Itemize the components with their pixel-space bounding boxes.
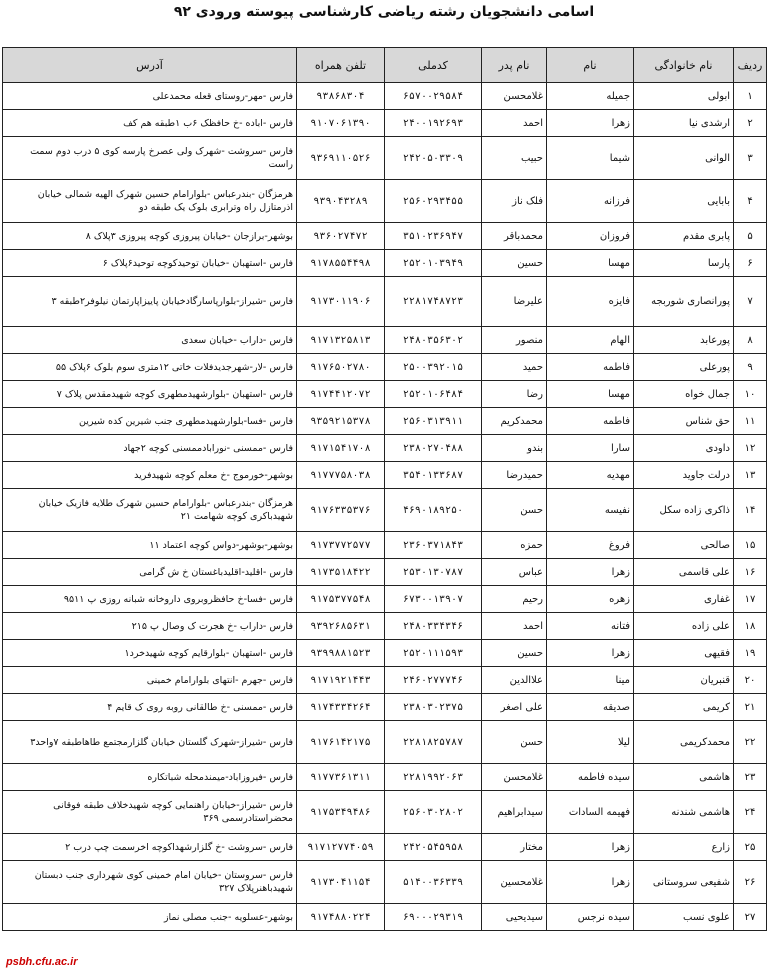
cell-national-code: ۲۲۸۱۸۲۵۷۸۷: [385, 721, 482, 764]
cell-family: ذاکری زاده سکل: [634, 489, 734, 532]
table-row: [3, 277, 767, 327]
cell-address: فارس -ممسنی -نورابادممسنی کوچه ۲جهاد: [3, 435, 297, 462]
cell-father: حمیدرضا: [482, 462, 547, 489]
header-national-code: کدملی: [385, 48, 482, 83]
cell-father: حسین: [482, 250, 547, 277]
cell-radif: ۷: [734, 277, 767, 327]
cell-radif: ۱۹: [734, 640, 767, 667]
cell-address: فارس -استهبان -بلوارقایم کوچه شهیدخرد۱: [3, 640, 297, 667]
cell-national-code: ۳۵۱۰۲۳۶۹۴۷: [385, 223, 482, 250]
cell-address: بوشهر-عسلویه -جنب مصلی نماز: [3, 904, 297, 931]
cell-national-code: ۳۵۴۰۱۳۳۶۸۷: [385, 462, 482, 489]
table-row: [3, 613, 767, 640]
table-header-row: [3, 48, 767, 83]
cell-radif: ۵: [734, 223, 767, 250]
cell-radif: ۱۳: [734, 462, 767, 489]
table-row: [3, 327, 767, 354]
cell-radif: ۲۴: [734, 791, 767, 834]
cell-family: زارع: [634, 834, 734, 861]
cell-national-code: ۶۹۰۰۰۲۹۳۱۹: [385, 904, 482, 931]
cell-father: علی اصغر: [482, 694, 547, 721]
table-row: [3, 250, 767, 277]
cell-father: عباس: [482, 559, 547, 586]
cell-mobile: ۹۱۷۴۸۸۰۲۲۴: [297, 904, 385, 931]
cell-father: حمزه: [482, 532, 547, 559]
header-address: آدرس: [3, 48, 297, 83]
cell-name: فاطمه: [547, 354, 634, 381]
cell-radif: ۱۱: [734, 408, 767, 435]
cell-name: زهرا: [547, 861, 634, 904]
table-row: [3, 137, 767, 180]
cell-father: سیدابراهیم: [482, 791, 547, 834]
cell-name: زهرا: [547, 110, 634, 137]
cell-family: علی زاده: [634, 613, 734, 640]
cell-address: فارس -سروشت -خ گلزارشهداکوچه اخرسمت چپ درب ۲: [3, 834, 297, 861]
table-row: [3, 489, 767, 532]
cell-mobile: ۹۱۷۴۳۳۴۲۶۴: [297, 694, 385, 721]
cell-name: زهرا: [547, 640, 634, 667]
cell-national-code: ۲۳۸۰۲۷۰۴۸۸: [385, 435, 482, 462]
table-row: [3, 435, 767, 462]
cell-father: منصور: [482, 327, 547, 354]
cell-national-code: ۲۲۸۱۷۴۸۷۲۳: [385, 277, 482, 327]
cell-radif: ۱۲: [734, 435, 767, 462]
cell-mobile: ۹۱۰۷۰۶۱۳۹۰: [297, 110, 385, 137]
cell-family: پارسا: [634, 250, 734, 277]
cell-family: علوی نسب: [634, 904, 734, 931]
cell-national-code: ۲۵۶۰۲۹۳۴۵۵: [385, 180, 482, 223]
cell-national-code: ۲۴۲۰۵۴۵۹۵۸: [385, 834, 482, 861]
cell-address: فارس -شیراز-خیابان راهنمایی کوچه شهیدخلاف طبقه فوقانی محضراستادرسمی ۳۶۹: [3, 791, 297, 834]
table-row: [3, 721, 767, 764]
cell-family: هاشمی: [634, 764, 734, 791]
cell-father: غلامحسن: [482, 764, 547, 791]
cell-mobile: ۹۱۷۷۳۶۱۳۱۱: [297, 764, 385, 791]
cell-radif: ۱۵: [734, 532, 767, 559]
cell-national-code: ۲۵۲۰۱۱۱۵۹۳: [385, 640, 482, 667]
cell-name: فروغ: [547, 532, 634, 559]
cell-address: فارس -استهبان -بلوارشهیدمطهری کوچه شهیدمقدس پلاک ۷: [3, 381, 297, 408]
cell-radif: ۲۵: [734, 834, 767, 861]
cell-father: حبیب: [482, 137, 547, 180]
cell-name: فاطمه: [547, 408, 634, 435]
cell-name: فرزانه: [547, 180, 634, 223]
cell-name: سارا: [547, 435, 634, 462]
table-body: [3, 83, 767, 931]
cell-mobile: ۹۳۶۰۲۷۴۷۲: [297, 223, 385, 250]
cell-mobile: ۹۱۷۵۳۷۷۵۴۸: [297, 586, 385, 613]
cell-national-code: ۲۴۰۰۱۹۲۶۹۳: [385, 110, 482, 137]
cell-national-code: ۲۴۶۰۲۷۷۷۴۶: [385, 667, 482, 694]
cell-national-code: ۲۴۸۰۳۵۶۳۰۲: [385, 327, 482, 354]
cell-family: کریمی: [634, 694, 734, 721]
cell-father: حمید: [482, 354, 547, 381]
cell-family: پورانصاری شوربجه: [634, 277, 734, 327]
cell-father: حسن: [482, 489, 547, 532]
table-row: [3, 764, 767, 791]
cell-address: بوشهر-برازجان -خیابان پیروزی کوچه پیروزی ۳پلاک ۸: [3, 223, 297, 250]
table-row: [3, 791, 767, 834]
cell-national-code: ۲۵۶۰۳۱۳۹۱۱: [385, 408, 482, 435]
cell-name: سیده نرجس: [547, 904, 634, 931]
cell-family: پورعابد: [634, 327, 734, 354]
cell-father: مختار: [482, 834, 547, 861]
header-mobile: تلفن همراه: [297, 48, 385, 83]
cell-address: فارس -استهبان -خیابان توحیدکوچه توحید۶پلاک ۶: [3, 250, 297, 277]
cell-father: فلک ناز: [482, 180, 547, 223]
cell-radif: ۲۲: [734, 721, 767, 764]
cell-national-code: ۲۵۶۰۳۰۲۸۰۲: [385, 791, 482, 834]
cell-address: فارس -جهرم -انتهای بلوارامام خمینی: [3, 667, 297, 694]
cell-radif: ۴: [734, 180, 767, 223]
table-row: [3, 408, 767, 435]
cell-mobile: ۹۱۷۱۳۲۵۸۱۳: [297, 327, 385, 354]
cell-mobile: ۹۱۷۳۰۱۱۹۰۶: [297, 277, 385, 327]
page-title: اسامی دانشجویان رشته ریاضی کارشناسی پیوسته ورودی ۹۲: [173, 4, 595, 20]
cell-name: زهره: [547, 586, 634, 613]
cell-father: غلامحسن: [482, 83, 547, 110]
cell-national-code: ۲۵۲۰۱۰۶۴۸۴: [385, 381, 482, 408]
cell-radif: ۱۶: [734, 559, 767, 586]
cell-name: مینا: [547, 667, 634, 694]
cell-radif: ۶: [734, 250, 767, 277]
cell-name: زهرا: [547, 559, 634, 586]
table-row: [3, 110, 767, 137]
cell-radif: ۹: [734, 354, 767, 381]
cell-mobile: ۹۳۹۰۴۳۲۸۹: [297, 180, 385, 223]
cell-mobile: ۹۳۶۹۱۱۰۵۲۶: [297, 137, 385, 180]
cell-address: فارس -شیراز-بلوارپاسارگادخیابان پاییزاپارتمان نیلوفر۲طبقه ۳: [3, 277, 297, 327]
header-family: نام خانوادگی: [634, 48, 734, 83]
cell-national-code: ۲۵۰۰۳۹۲۰۱۵: [385, 354, 482, 381]
cell-address: فارس -شیراز-شهرک گلستان خیابان گلزارمجتمع طاهاطبقه ۷واحد۳: [3, 721, 297, 764]
table-row: [3, 462, 767, 489]
cell-family: درلت جاوید: [634, 462, 734, 489]
cell-address: بوشهر-خورموج -خ معلم کوچه شهیدفرید: [3, 462, 297, 489]
cell-address: فارس -سروستان -خیابان امام خمینی کوی شهرداری جنب دبستان شهیدباهنرپلاک ۳۲۷: [3, 861, 297, 904]
cell-national-code: ۲۳۶۰۳۷۱۸۴۳: [385, 532, 482, 559]
cell-radif: ۲: [734, 110, 767, 137]
cell-mobile: ۹۱۷۱۹۲۱۴۴۳: [297, 667, 385, 694]
cell-address: فارس -سروشت -شهرک ولی عصرخ پارسه کوی ۵ درب دوم سمت راست: [3, 137, 297, 180]
cell-family: جمال خواه: [634, 381, 734, 408]
cell-mobile: ۹۱۷۱۵۴۱۷۰۸: [297, 435, 385, 462]
cell-radif: ۲۰: [734, 667, 767, 694]
cell-family: ارشدی نیا: [634, 110, 734, 137]
cell-mobile: ۹۱۷۳۷۷۲۵۷۷: [297, 532, 385, 559]
cell-national-code: ۲۴۲۰۵۰۳۳۰۹: [385, 137, 482, 180]
cell-family: پورعلی: [634, 354, 734, 381]
cell-national-code: ۲۲۸۱۹۹۲۰۶۳: [385, 764, 482, 791]
cell-name: صدیقه: [547, 694, 634, 721]
cell-address: هرمزگان -بندرعباس -بلوارامام حسین شهرک الهیه شمالی خیابان اذرمتازل راه وترابری بلوک یک طبقه دو: [3, 180, 297, 223]
cell-address: فارس -لار-شهرجدیدفلات خاتی ۱۲متری سوم بلوک ۶پلاک ۵۵: [3, 354, 297, 381]
cell-family: الوانی: [634, 137, 734, 180]
cell-radif: ۸: [734, 327, 767, 354]
cell-father: رضا: [482, 381, 547, 408]
cell-radif: ۲۶: [734, 861, 767, 904]
table-row: [3, 586, 767, 613]
cell-radif: ۱۰: [734, 381, 767, 408]
cell-name: شیما: [547, 137, 634, 180]
table-row: [3, 640, 767, 667]
cell-family: صالحی: [634, 532, 734, 559]
cell-national-code: ۲۴۸۰۳۳۴۳۴۶: [385, 613, 482, 640]
cell-name: لیلا: [547, 721, 634, 764]
cell-radif: ۲۳: [734, 764, 767, 791]
cell-family: قنبریان: [634, 667, 734, 694]
cell-radif: ۱۷: [734, 586, 767, 613]
cell-mobile: ۹۱۷۳۰۴۱۱۵۴: [297, 861, 385, 904]
cell-family: محمدکریمی: [634, 721, 734, 764]
cell-mobile: ۹۱۷۵۳۴۹۴۸۶: [297, 791, 385, 834]
cell-address: فارس -اقلید-اقلیدباغستان خ ش گرامی: [3, 559, 297, 586]
cell-mobile: ۹۱۷۶۱۴۲۱۷۵: [297, 721, 385, 764]
cell-radif: ۱۴: [734, 489, 767, 532]
cell-family: داودی: [634, 435, 734, 462]
cell-name: مهدیه: [547, 462, 634, 489]
table-row: [3, 904, 767, 931]
cell-father: حسین: [482, 640, 547, 667]
table-row: [3, 834, 767, 861]
cell-national-code: ۲۳۸۰۳۰۲۳۷۵: [385, 694, 482, 721]
cell-father: غلامحسین: [482, 861, 547, 904]
table-row: [3, 861, 767, 904]
header-radif: ردیف: [734, 48, 767, 83]
cell-name: مهسا: [547, 250, 634, 277]
table-row: [3, 354, 767, 381]
cell-address: فارس -فسا-بلوارشهیدمطهری جنب شیرین کده شیرین: [3, 408, 297, 435]
cell-mobile: ۹۳۵۹۲۱۵۳۷۸: [297, 408, 385, 435]
cell-mobile: ۹۳۹۲۶۸۵۶۳۱: [297, 613, 385, 640]
cell-name: فروزان: [547, 223, 634, 250]
cell-mobile: ۹۱۷۶۳۳۵۳۷۶: [297, 489, 385, 532]
cell-address: فارس -مهر-روستای قعله محمدعلی: [3, 83, 297, 110]
table-row: [3, 559, 767, 586]
cell-radif: ۱: [734, 83, 767, 110]
cell-mobile: ۹۱۷۷۷۵۸۰۳۸: [297, 462, 385, 489]
cell-radif: ۲۱: [734, 694, 767, 721]
table-row: [3, 180, 767, 223]
cell-national-code: ۶۵۷۰۰۲۹۵۸۴: [385, 83, 482, 110]
cell-name: مهسا: [547, 381, 634, 408]
cell-father: محمدکریم: [482, 408, 547, 435]
cell-father: رحیم: [482, 586, 547, 613]
cell-family: بابایی: [634, 180, 734, 223]
header-name: نام: [547, 48, 634, 83]
cell-mobile: ۹۱۷۱۲۷۷۴۰۵۹: [297, 834, 385, 861]
cell-address: هرمزگان -بندرعباس -بلوارامام حسین شهرک طلایه فازیک خیابان شهیدباکری کوچه شهامت ۲۱: [3, 489, 297, 532]
cell-name: فتانه: [547, 613, 634, 640]
cell-national-code: ۲۵۲۰۱۰۳۹۴۹: [385, 250, 482, 277]
cell-father: علیرضا: [482, 277, 547, 327]
table-row: [3, 223, 767, 250]
cell-mobile: ۹۳۸۶۸۳۰۴: [297, 83, 385, 110]
site-watermark: psbh.cfu.ac.ir: [2, 955, 82, 969]
cell-mobile: ۹۱۷۳۵۱۸۴۲۲: [297, 559, 385, 586]
cell-address: فارس -داراب -خ هجرت ک وصال پ ۲۱۵: [3, 613, 297, 640]
table-row: [3, 532, 767, 559]
cell-father: حسن: [482, 721, 547, 764]
cell-address: بوشهر-بوشهر-دواس کوچه اعتماد ۱۱: [3, 532, 297, 559]
cell-mobile: ۹۱۷۶۵۰۲۷۸۰: [297, 354, 385, 381]
cell-father: احمد: [482, 613, 547, 640]
header-father: نام پدر: [482, 48, 547, 83]
cell-father: محمدباقر: [482, 223, 547, 250]
cell-father: سیدیحیی: [482, 904, 547, 931]
cell-radif: ۱۸: [734, 613, 767, 640]
cell-father: بندو: [482, 435, 547, 462]
cell-family: علی قاسمی: [634, 559, 734, 586]
table-row: [3, 381, 767, 408]
cell-name: الهام: [547, 327, 634, 354]
cell-address: فارس -ممسنی -خ طالقانی روبه روی ک قایم ۴: [3, 694, 297, 721]
cell-address: فارس -فسا-خ حافظروبروی داروخانه شبانه روزی پ ۹۵۱۱: [3, 586, 297, 613]
students-table-wrap: [2, 47, 766, 931]
table-row: [3, 667, 767, 694]
cell-national-code: ۴۶۹۰۱۸۹۲۵۰: [385, 489, 482, 532]
cell-name: نفیسه: [547, 489, 634, 532]
cell-family: هاشمی شندنه: [634, 791, 734, 834]
cell-family: شفیعی سروستانی: [634, 861, 734, 904]
cell-mobile: ۹۱۷۸۵۵۴۴۹۸: [297, 250, 385, 277]
cell-address: فارس -اباده -خ حافظک ۶ب ۱طبقه هم کف: [3, 110, 297, 137]
cell-name: فایزه: [547, 277, 634, 327]
cell-family: حق شناس: [634, 408, 734, 435]
cell-family: ابولی: [634, 83, 734, 110]
cell-father: احمد: [482, 110, 547, 137]
table-row: [3, 694, 767, 721]
cell-name: فهیمه السادات: [547, 791, 634, 834]
cell-national-code: ۲۵۳۰۱۳۰۷۸۷: [385, 559, 482, 586]
cell-radif: ۳: [734, 137, 767, 180]
cell-national-code: ۵۱۴۰۰۳۶۳۳۹: [385, 861, 482, 904]
cell-mobile: ۹۱۷۴۴۱۲۰۷۲: [297, 381, 385, 408]
cell-mobile: ۹۳۹۹۸۸۱۵۲۳: [297, 640, 385, 667]
cell-radif: ۲۷: [734, 904, 767, 931]
cell-family: پابری مقدم: [634, 223, 734, 250]
students-table: [2, 47, 767, 931]
cell-address: فارس -داراب -خیابان سعدی: [3, 327, 297, 354]
cell-family: غفاری: [634, 586, 734, 613]
cell-name: سیده فاطمه: [547, 764, 634, 791]
table-row: [3, 83, 767, 110]
cell-address: فارس -فیروزاباد-میمندمحله شباتکاره: [3, 764, 297, 791]
cell-name: زهرا: [547, 834, 634, 861]
cell-name: جمیله: [547, 83, 634, 110]
cell-family: فقیهی: [634, 640, 734, 667]
cell-father: علاالدین: [482, 667, 547, 694]
cell-national-code: ۶۷۳۰۰۱۳۹۰۷: [385, 586, 482, 613]
